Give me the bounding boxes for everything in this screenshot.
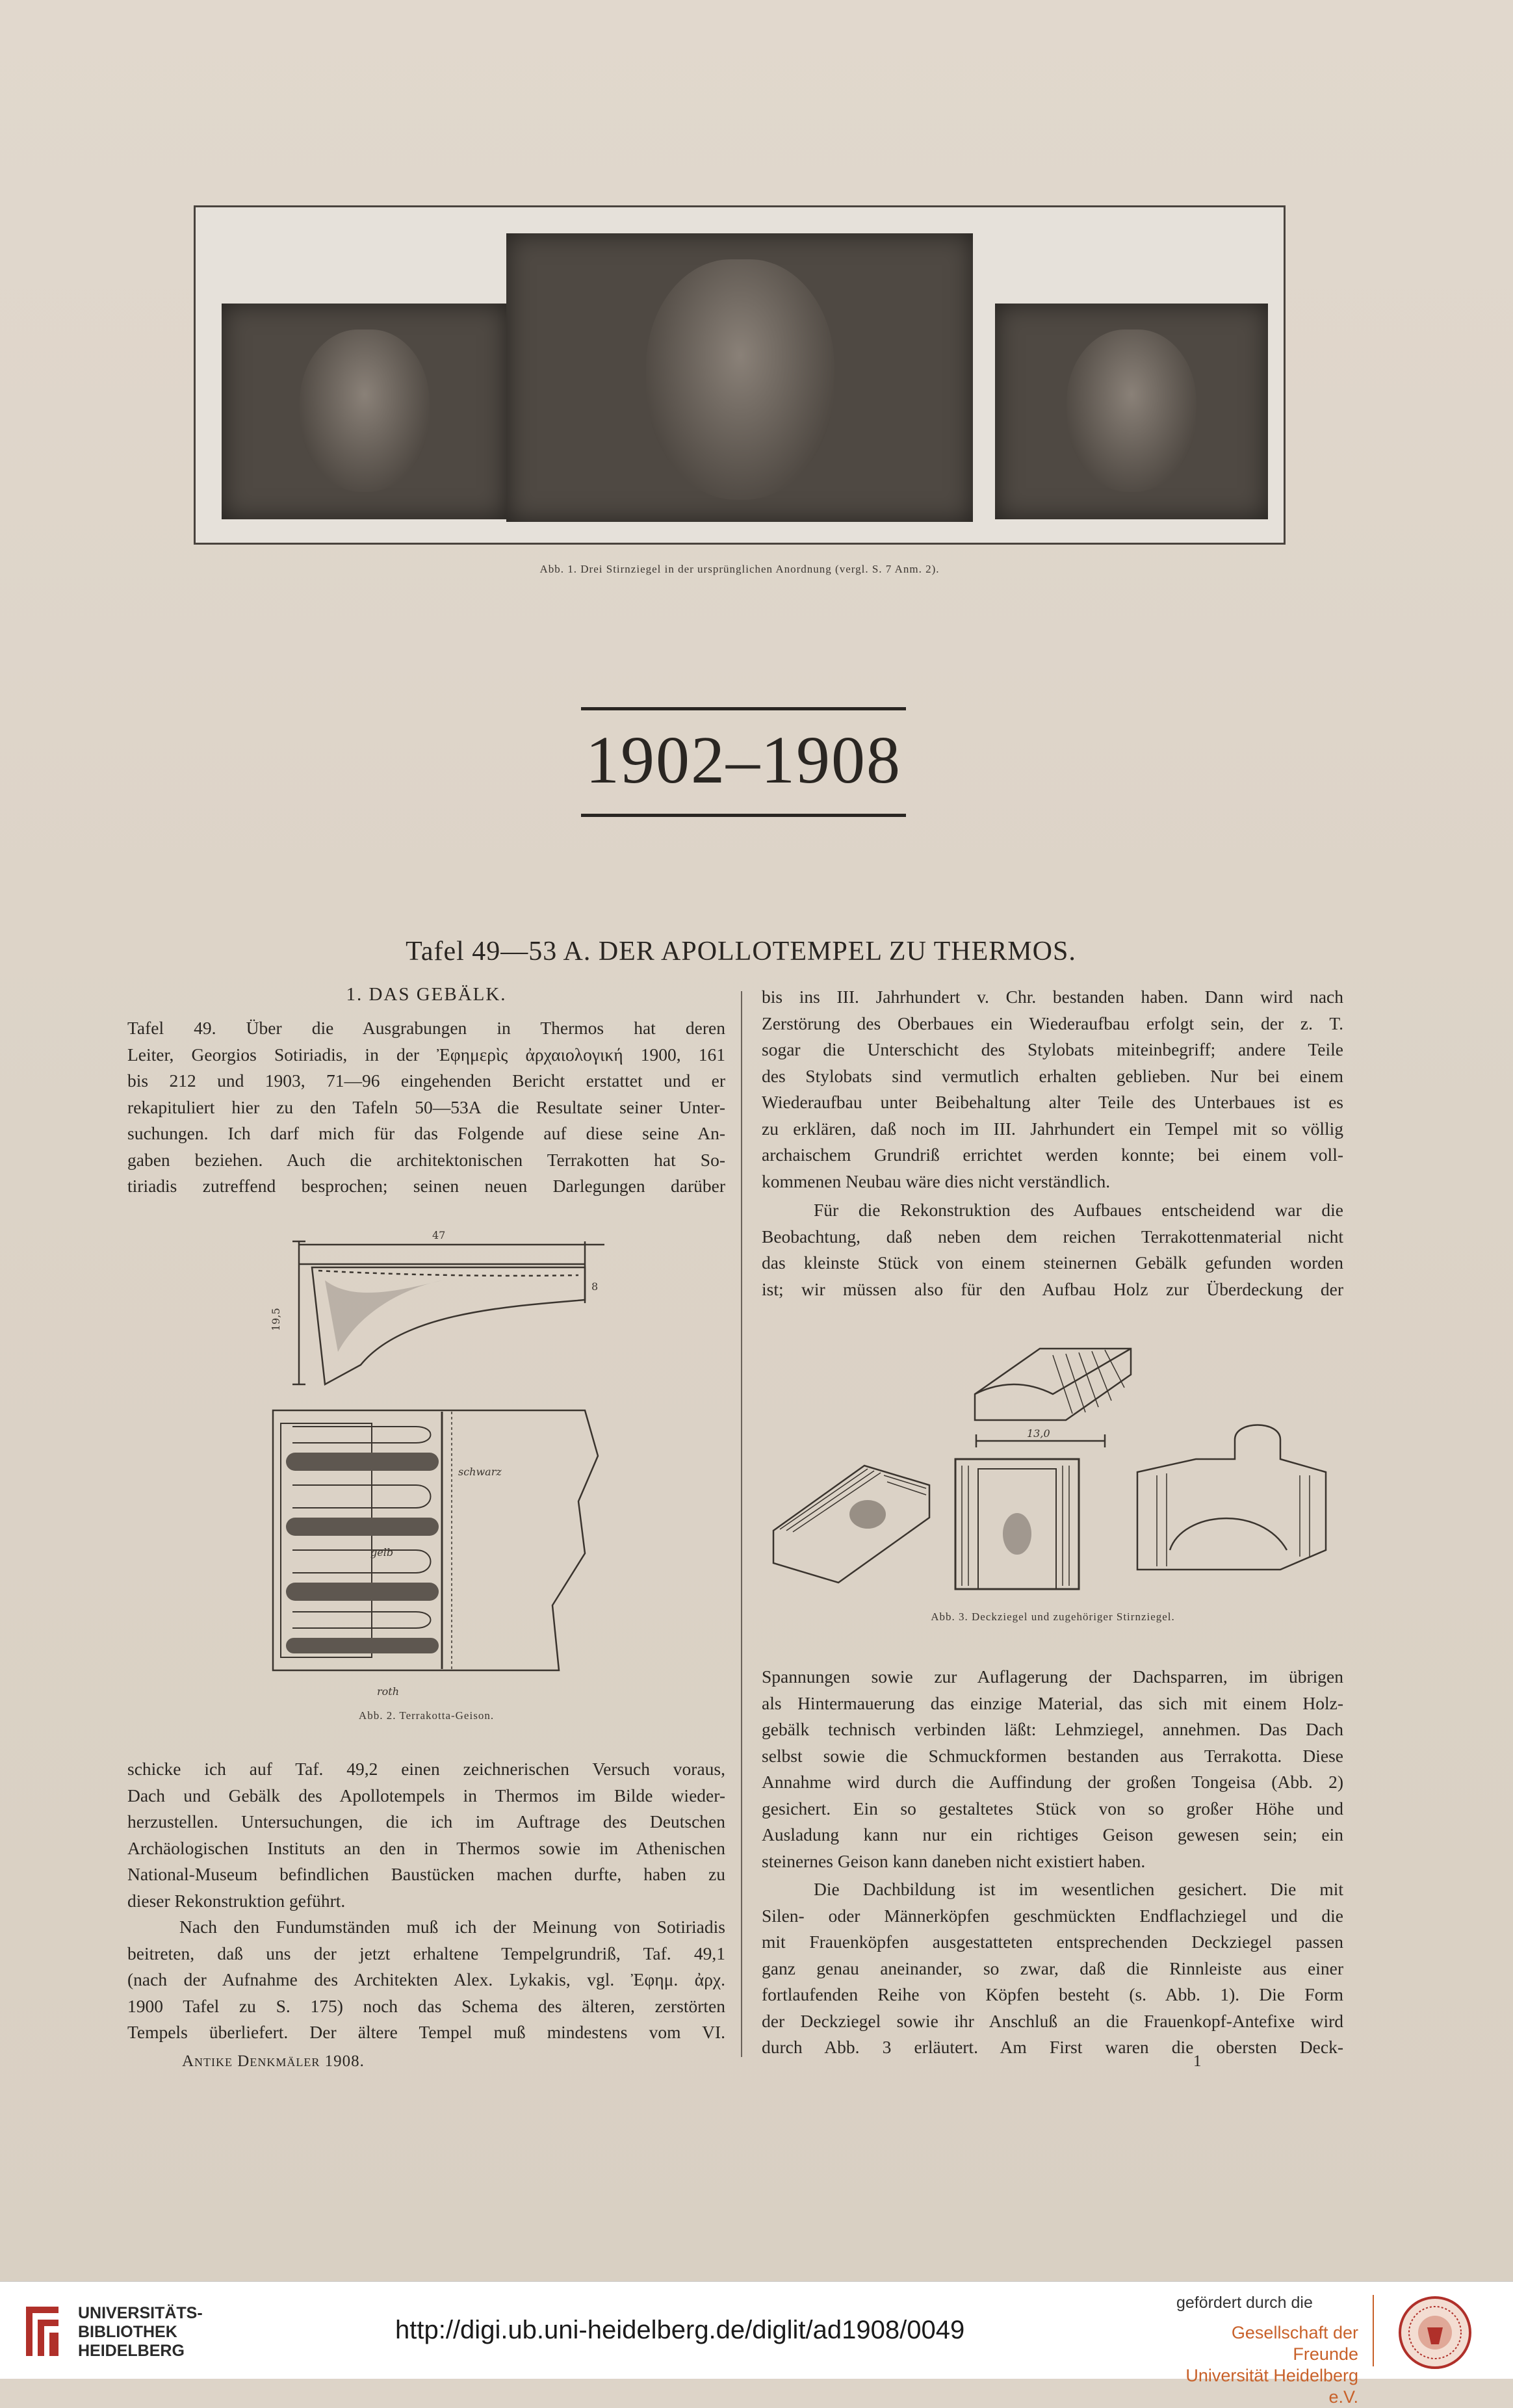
left-para-1: Tafel 49. Über die Ausgrabungen in Thermos hat deren Leiter, Georgios Sotiriadis, in der Ἐφημερὶς ἀρχαιολογική 1900, 161 bis 212 und 1903, 71—96 eingehenden Bericht erstattet und er rekapituliert hier zu den Tafeln 50—53A die Resultate seiner Unter- suchungen. Ich darf mich für das Folgende auf diese seine An- gaben beziehen. Auch die architektonischen Terrakotten hat So- tiriadis zutreffend besprochen; seinen neuen Darlegungen darüber xyxy=(127,1018,725,1196)
figure-2-caption: Abb. 2. Terrakotta-Geison. xyxy=(358,1709,495,1722)
svg-text:13,0: 13,0 xyxy=(1027,1427,1050,1440)
antefix-right xyxy=(995,304,1268,519)
column-divider xyxy=(741,991,742,2057)
bottom-rule xyxy=(581,814,906,817)
year-range-title: 1902–1908 xyxy=(586,723,901,797)
antefix-center xyxy=(506,233,973,522)
permalink-url[interactable]: http://digi.ub.uni-heidelberg.de/diglit/ad1908/0049 xyxy=(395,2316,965,2344)
left-para-2: schicke ich auf Taf. 49,2 einen zeichnerischen Versuch voraus, Dach und Gebälk des Apollotempels in Thermos im Bilde wieder- herzustellen. Untersuchungen, die ich im Auftrage des Deutschen Archäologischen Instituts an den in Thermos sowie im Athenischen National-Museum befindlichen Baustücken machen durfte, haben zu dieser Rekonstruktion geführt. xyxy=(127,1759,725,1911)
svg-text:8: 8 xyxy=(591,1280,599,1293)
ub-logo-text: UNIVERSITÄTS- BIBLIOTHEK HEIDELBERG xyxy=(78,2304,203,2360)
svg-text:schwarz: schwarz xyxy=(458,1466,502,1478)
figure-3-drawing xyxy=(767,1336,1339,1615)
svg-text:roth: roth xyxy=(377,1685,400,1698)
sponsor-name: Gesellschaft der Freunde Universität Heidelberg e.V. xyxy=(1185,2323,1358,2407)
university-seal-icon xyxy=(1397,2295,1473,2370)
svg-text:47: 47 xyxy=(432,1229,446,1241)
funded-by-label: gefördert durch die xyxy=(1176,2294,1313,2312)
page-footer-title: Antike Denkmäler 1908. xyxy=(182,2052,365,2070)
tafel-heading: Tafel 49—53 A. DER APOLLOTEMPEL ZU THERMOS. xyxy=(406,937,1076,966)
right-para-2: Für die Rekonstruktion des Aufbaues entscheidend war die Beobachtung, daß neben dem reichen Terrakottenmaterial nicht das kleinste Stück von einem steinernen Gebälk gefunden worden ist; wir müssen also für den Aufbau Holz zur Überdeckung der xyxy=(762,1200,1343,1299)
antefix-left xyxy=(222,304,508,519)
ub-logo-icon xyxy=(19,2300,65,2363)
figure-3-caption: Abb. 3. Deckziegel und zugehöriger Stirnziegel. xyxy=(931,1611,1175,1623)
figure-1-photo xyxy=(194,205,1286,545)
figure-1-caption: Abb. 1. Drei Stirnziegel in der ursprünglichen Anordnung (vergl. S. 7 Anm. 2). xyxy=(539,563,940,575)
sponsor-divider xyxy=(1373,2295,1374,2366)
figure-2-drawing xyxy=(247,1228,611,1703)
right-para-3: Spannungen sowie zur Auflagerung der Dachsparren, im übrigen als Hintermauerung das einzige Material, das sich mit einem Holz- gebälk technisch verbinden läßt: Lehmziegel, annehmen. Das Dach selbst sowie die Schmuckformen bestanden aus Terrakotta. Diese Annahme wird durch die Auffindung der großen Tongeisa (Abb. 2) gesichert. Ein so gestaltetes Stück von so großer Höhe und Ausladung kann nur ein richtiges Geison gewesen sein; ein steinernes Geison kann daneben nicht existiert haben. xyxy=(762,1666,1343,1871)
footer-bar xyxy=(0,2281,1513,2407)
right-para-1: bis ins III. Jahrhundert v. Chr. bestanden haben. Dann wird nach Zerstörung des Oberbaues ein Wiederaufbau erfolgt sein, der z. T. sogar die Unterschicht des Stylobats miteinbegriff; andere Teile des Stylobats sind vermutlich erhalten geblieben. Nur bei einem Wiederaufbau unter Beibehaltung alter Teile des Unterbaues ist es zu erklären, daß noch im III. Jahrhundert ein Tempel mit so völlig archaischem Grundriß errichtet werden konnte; bei einem voll- kommenen Neubau wäre dies nicht verständlich. xyxy=(762,987,1343,1191)
svg-text:19,5: 19,5 xyxy=(270,1308,282,1331)
page-number: 1 xyxy=(1193,2052,1202,2070)
left-para-3: Nach den Fundumständen muß ich der Meinung von Sotiriadis beitreten, daß uns der jetzt erhaltene Tempelgrundriß, Taf. 49,1 (nach der Aufnahme des Architekten Alex. Lykakis, vgl. Ἐφημ. ἀρχ. 1900 Tafel zu S. 175) noch das Schema des älteren, zerstörten Tempels überliefert. Der ältere Tempel muß mindestens vom VI. xyxy=(127,1917,725,2042)
svg-text:gelb: gelb xyxy=(370,1546,394,1559)
right-para-4: Die Dachbildung ist im wesentlichen gesichert. Die mit Silen- oder Männerköpfen geschmückten Endflachziegel und die mit Frauenköpfen ausgestatteten entsprechenden Deckziegel passen ganz genau aneinander, so zwar, daß die Rinnleiste aus einer fortlaufenden Reihe von Köpfen besteht (s. Abb. 1). Die Form der Deckziegel sowie ihr Anschluß an die Frauenkopf-Antefixe wird durch Abb. 3 erläutert. Am First waren die obersten Deck- xyxy=(762,1879,1343,2057)
section-heading: 1. DAS GEBÄLK. xyxy=(346,984,507,1005)
top-rule xyxy=(581,707,906,710)
